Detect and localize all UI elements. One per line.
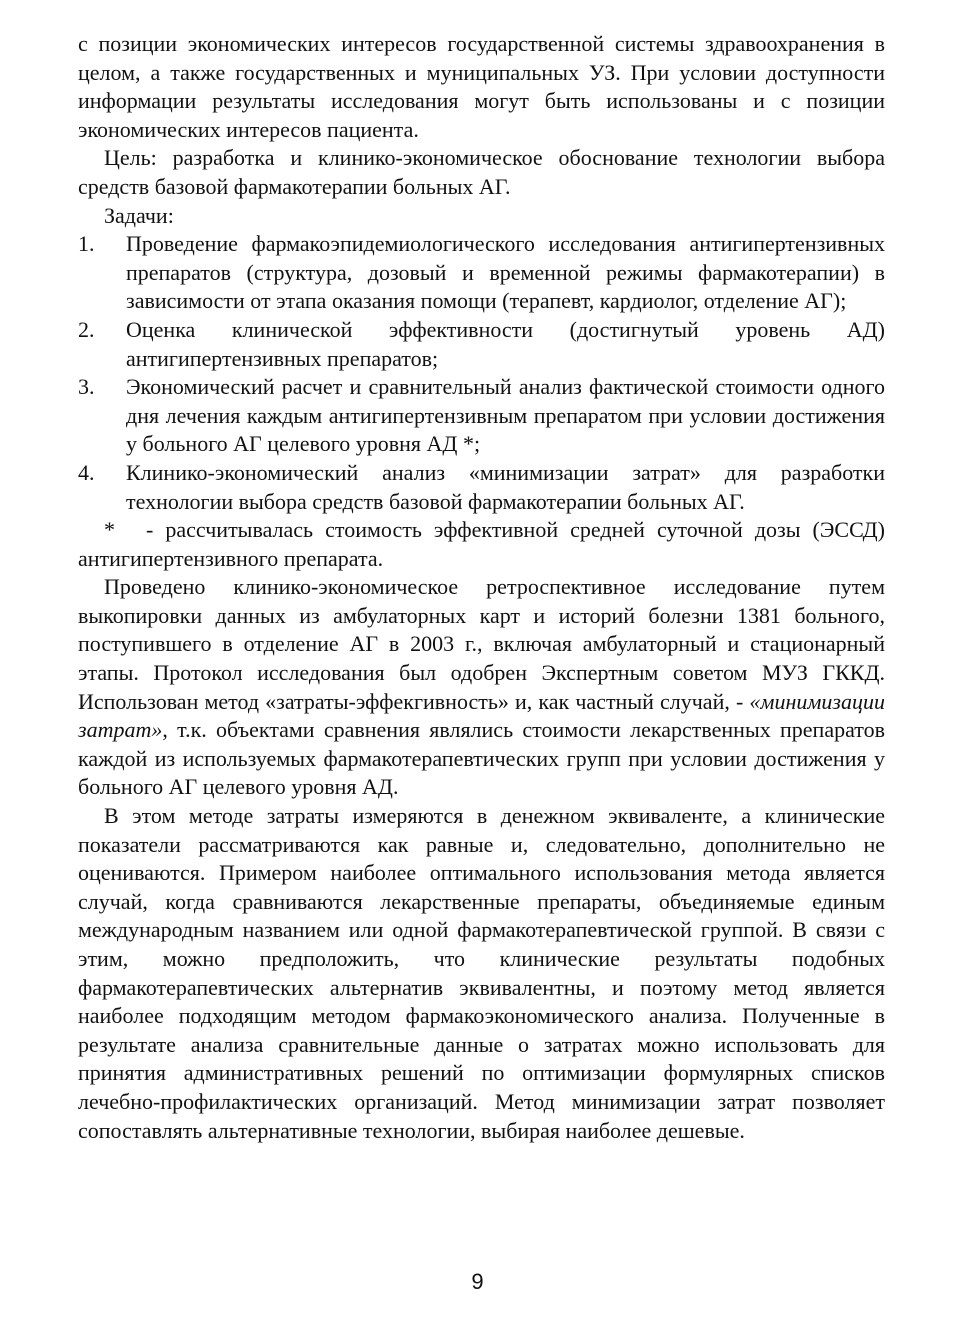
task-text: Клинико-экономический анализ «минимизации затрат» для разработки технологии выбора средств базовой фармакотерапии больных АГ. (126, 459, 885, 514)
list-item (78, 230, 885, 316)
goal-paragraph: Цель: разработка и клинико-экономическое обоснование технологии выбора средств базовой фармакотерапии больных АГ. (78, 145, 885, 199)
list-item (78, 373, 885, 459)
task-text: Оценка клинической эффективности (достигнутый уровень АД) антигипертензивных препаратов; (126, 316, 885, 371)
task-number: 1. (78, 231, 95, 257)
footnote-marker: * (104, 517, 115, 543)
footnote (78, 516, 885, 573)
footnote-text: - рассчитывалась стоимость эффективной средней суточной дозы (ЭССД) антигипертензивного препарата. (78, 517, 885, 571)
method-italic-term: «минимизации затрат» (78, 688, 885, 743)
task-text: Экономический расчет и сравнительный анализ фактической стоимости одного дня лечения каждым антигипертензивным препаратом при условии достижения у больного АГ целевого уровня АД *; (126, 374, 885, 457)
intro-paragraph: с позиции экономических интересов государственной системы здравоохранения в целом, а также государственных и муниципальных УЗ. При условии доступности информации результаты исследования могут быть использованы и с позиции экономических интересов пациента. (78, 31, 885, 142)
task-number: 2. (78, 316, 95, 342)
method-text-end: , т.к. объектами сравнения являлись стоимости лекарственных препаратов каждой из используемых фармакотерапевтических групп при условии достижения у больного АГ целевого уровня АД. (78, 717, 885, 800)
task-text: Проведение фармакоэпидемиологического исследования антигипертензивных препаратов (структура, дозовый и временной режимы фармакотерапии) в зависимости от этапа оказания помощи (терапевт, кардиолог, отделение АГ); (126, 231, 885, 314)
list-item (78, 459, 885, 516)
task-number: 3. (78, 374, 95, 400)
tasks-list (78, 230, 885, 516)
method-paragraph (78, 573, 885, 802)
list-item (78, 316, 885, 373)
final-paragraph: В этом методе затраты измеряются в денежном эквиваленте, а клинические показатели рассматриваются как равные и, следовательно, дополнительно не оцениваются. Примером наиболее оптимального использования метода является случай, когда сравниваются лекарственные препараты, объединяемые единым международным названием или одной фармакотерапевтической группой. В связи с этим, можно предположить, что клинические результаты подобных фармакотерапевтических альтернатив эквивалентны, и поэтому метод является наиболее подходящим методом фармакоэкономического анализа. Полученные в результате анализа сравнительные данные о затратах можно использовать для принятия административных решений по оптимизации формулярных списков лечебно-профилактических организаций. Метод минимизации затрат позволяет сопоставлять альтернативные технологии, выбирая наиболее дешевые. (78, 803, 885, 1143)
body-text (78, 30, 885, 1145)
page-number: 9 (471, 1269, 484, 1294)
tasks-heading: Задачи: (104, 202, 174, 228)
method-text-start: Проведено клинико-экономическое ретроспективное исследование путем выкопировки данных из амбулаторных карт и историй болезни 1381 больного, поступившего в отделение АГ в 2003 г., включая амбулаторный и стационарный этапы. Протокол исследования был одобрен Экспертным советом МУЗ ГККД. Использован метод «затраты-эффекгивность» и, как частный случай, - (78, 574, 885, 714)
task-number: 4. (78, 459, 95, 485)
